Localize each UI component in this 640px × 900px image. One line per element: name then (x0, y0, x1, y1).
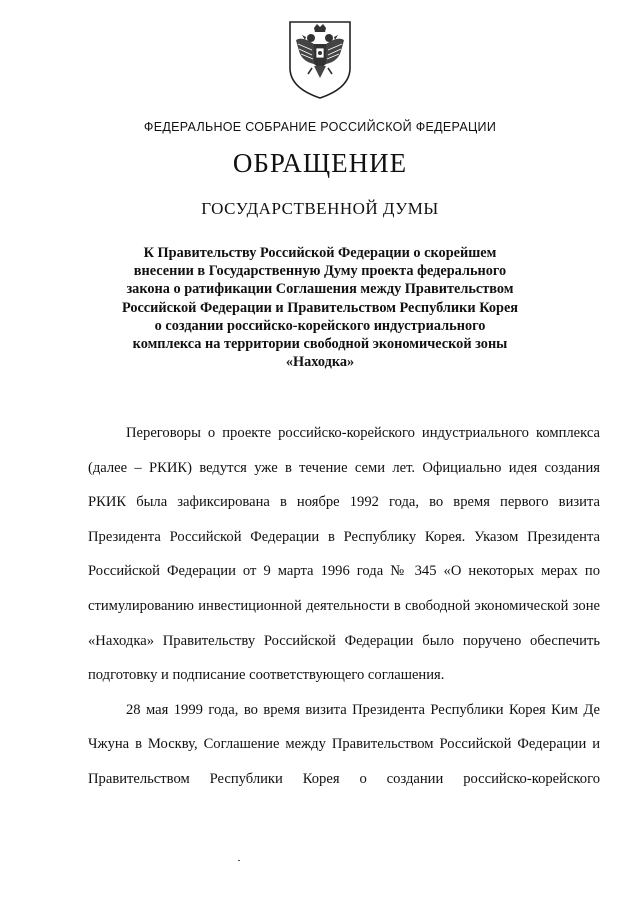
coat-of-arms-icon (284, 18, 356, 100)
organization-name: ФЕДЕРАЛЬНОЕ СОБРАНИЕ РОССИЙСКОЙ ФЕДЕРАЦИИ (143, 120, 497, 134)
body-paragraph (88, 693, 600, 797)
subject-line: «Находка» (285, 354, 355, 371)
subject-line: закона о ратификации Соглашения между Правительством (126, 281, 514, 298)
subject-line: комплекса на территории свободной экономической зоны (132, 336, 508, 353)
subject-line: Российской Федерации и Правительством Республики Корея (121, 299, 519, 316)
document-subject (100, 244, 540, 371)
paragraph-text: 28 мая 1999 года, во время визита Президента Республики Корея Ким Де Чжуна в Москву, Соглашение между Правительством Российской Федерации и Правительством Республики Корея о создании российско-корейского (88, 701, 600, 787)
document-title: ОБРАЩЕНИЕ (232, 148, 408, 178)
document-body (88, 416, 600, 797)
subject-line: внесении в Государственную Думу проекта федерального (133, 263, 507, 280)
paragraph-text: Переговоры о проекте российско-корейского индустриального комплекса (далее – РКИК) ведутся уже в течение семи лет. Официально идея создания РКИК была зафиксирована в ноябре 1992 года, во время первого визита Президента Российской Федерации в Республику Корея. Указом Президента Российской Федерации от 9 марта 1996 года № 345 «О некоторых мерах по стимулированию инвестиционной деятельности в свободной экономической зоне «Находка» Правительству Российской Федерации было поручено обеспечить подготовку и подписание соответствующего соглашения. (88, 425, 600, 684)
scan-speck (238, 860, 240, 861)
body-paragraph (88, 416, 600, 693)
subject-line: К Правительству Российской Федерации о скорейшем (143, 245, 497, 261)
subject-line: о создании российско-корейского индустриального (154, 317, 486, 334)
document-subtitle: ГОСУДАРСТВЕННОЙ ДУМЫ (201, 199, 439, 218)
